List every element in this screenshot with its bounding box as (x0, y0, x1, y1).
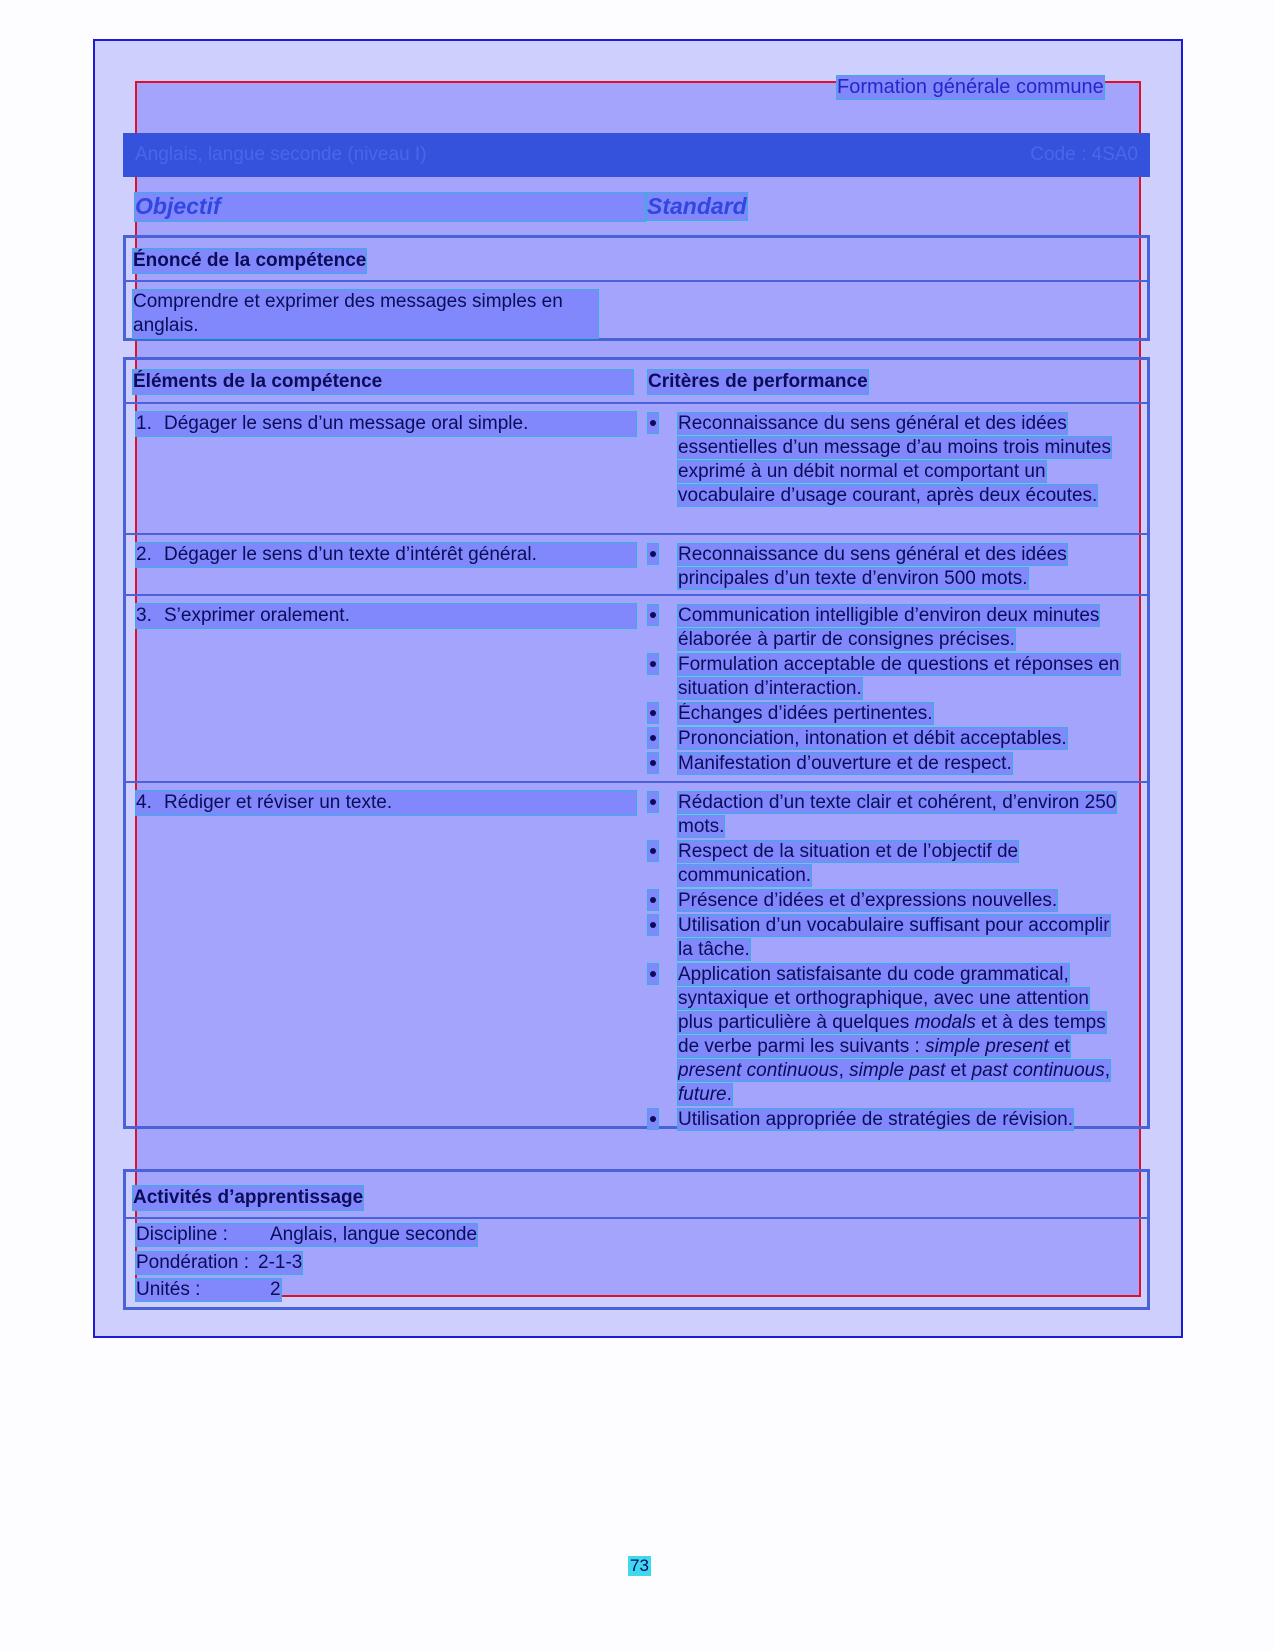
activities-box (123, 1169, 1150, 1310)
criteria-list-1 (648, 412, 1123, 509)
criterion-item: Manifestation d’ouverture et de respect. (648, 752, 1123, 776)
element-row-4: 4. Rédiger et réviser un texte. (136, 791, 636, 815)
course-code: Code : 4SA0 (1030, 144, 1138, 165)
bullet-icon (648, 915, 658, 935)
program-title: Formation générale commune (837, 76, 1104, 98)
criterion-item: Respect de la situation et de l’objectif de communication. (648, 840, 1123, 888)
criteria-list-4 (648, 791, 1123, 1133)
bullet-icon (648, 792, 658, 812)
units-row: Unités : 2 (136, 1279, 281, 1300)
criterion-item: Prononciation, intonation et débit acceptables. (648, 727, 1123, 751)
bullet-icon (648, 703, 658, 723)
course-band (123, 133, 1150, 177)
bullet-icon (648, 1109, 658, 1129)
bullet-icon (648, 413, 658, 433)
elements-table (123, 357, 1150, 1129)
bullet-icon (648, 890, 658, 910)
course-title: Anglais, langue seconde (niveau I) (135, 144, 427, 165)
criterion-item: Utilisation appropriée de stratégies de révision. (648, 1108, 1123, 1132)
criterion-item: Utilisation d’un vocabulaire suffisant pour accomplir la tâche. (648, 914, 1123, 962)
discipline-row: Discipline : Anglais, langue seconde (136, 1224, 478, 1245)
element-row-3: 3. S’exprimer oralement. (136, 604, 636, 628)
element-row-1: 1. Dégager le sens d’un message oral simple. (136, 412, 636, 436)
criterion-item: Échanges d’idées pertinentes. (648, 702, 1123, 726)
competence-heading: Énoncé de la compétence (133, 250, 367, 271)
criterion-item: Formulation acceptable de questions et réponses en situation d’interaction. (648, 653, 1123, 701)
criterion-item: Reconnaissance du sens général et des idées essentielles d’un message d’au moins trois minutes exprimé à un débit normal et comportant un vocabulaire d’usage courant, après deux écoutes. (648, 412, 1123, 508)
criterion-item: Communication intelligible d’environ deux minutes élaborée à partir de consignes précises. (648, 604, 1123, 652)
criteria-list-2 (648, 543, 1123, 592)
criterion-item-grammar: Application satisfaisante du code grammatical, syntaxique et orthographique, avec une attention plus particulière à quelques modals et à des temps de verbe parmi les suivants : simple present et present continuous, simple past et past continuous, future. (648, 963, 1123, 1107)
competence-box (123, 235, 1150, 341)
standard-heading: Standard (647, 193, 747, 219)
objective-heading: Objectif (135, 193, 645, 221)
criterion-item: Reconnaissance du sens général et des idées principales d’un texte d’environ 500 mots. (648, 543, 1123, 591)
criterion-item: Présence d’idées et d’expressions nouvelles. (648, 889, 1123, 913)
bullet-icon (648, 654, 658, 674)
criterion-item: Rédaction d’un texte clair et cohérent, d’environ 250 mots. (648, 791, 1123, 839)
activities-heading: Activités d’apprentissage (133, 1187, 364, 1208)
bullet-icon (648, 841, 658, 861)
competence-statement: Comprendre et exprimer des messages simples en anglais. (133, 290, 598, 338)
weighting-row: Pondération : 2-1-3 (136, 1252, 303, 1273)
criteria-list-3 (648, 604, 1123, 777)
bullet-icon (648, 728, 658, 748)
elements-column-header: Éléments de la compétence (133, 370, 633, 394)
element-row-2: 2. Dégager le sens d’un texte d’intérêt général. (136, 543, 636, 567)
bullet-icon (648, 605, 658, 625)
bullet-icon (648, 544, 658, 564)
bullet-icon (648, 964, 658, 984)
page-number: 73 (630, 1556, 649, 1575)
bullet-icon (648, 753, 658, 773)
criteria-column-header: Critères de performance (648, 371, 868, 392)
